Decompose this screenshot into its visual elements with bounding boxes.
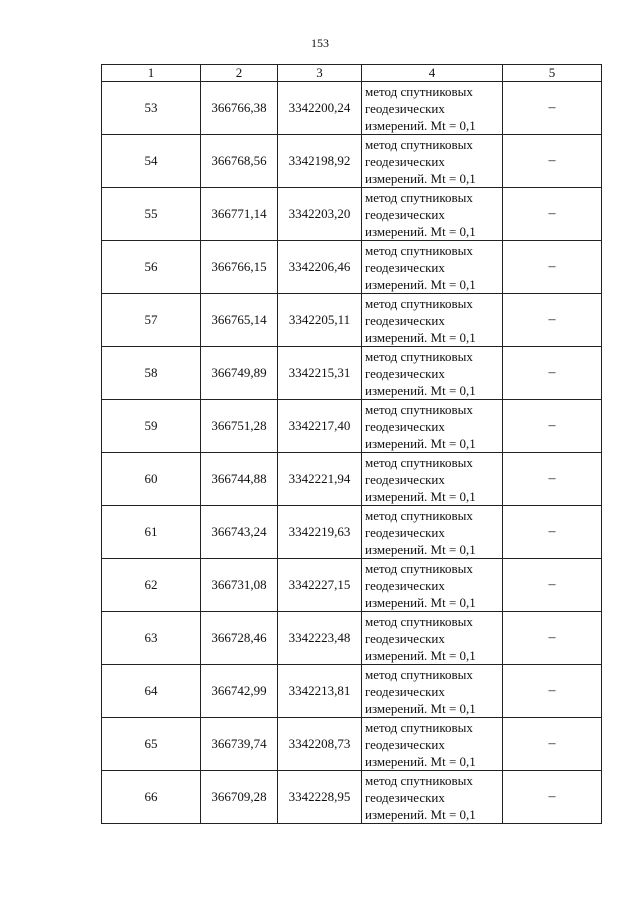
x-coordinate-cell: 366728,46	[201, 612, 278, 665]
method-line: геодезических	[365, 153, 445, 169]
method-cell	[362, 612, 503, 665]
point-number-cell: 63	[102, 612, 201, 665]
method-line: измерений. Mt = 0,1	[365, 700, 476, 716]
point-number-cell: 56	[102, 241, 201, 294]
method-line: измерений. Mt = 0,1	[365, 170, 476, 186]
table-header-row	[102, 65, 602, 82]
x-coordinate-cell: 366739,74	[201, 718, 278, 771]
method-line: метод спутниковых	[365, 719, 473, 735]
table-row	[102, 559, 602, 612]
point-number-cell: 57	[102, 294, 201, 347]
method-cell	[362, 506, 503, 559]
point-number-cell: 61	[102, 506, 201, 559]
method-line: измерений. Mt = 0,1	[365, 382, 476, 398]
point-number-cell: 60	[102, 453, 201, 506]
method-cell	[362, 771, 503, 824]
note-cell: –	[503, 400, 602, 453]
point-number-cell: 62	[102, 559, 201, 612]
note-cell: –	[503, 82, 602, 135]
table-row	[102, 82, 602, 135]
y-coordinate-cell: 3342206,46	[278, 241, 362, 294]
y-coordinate-cell: 3342200,24	[278, 82, 362, 135]
note-cell: –	[503, 294, 602, 347]
x-coordinate-cell: 366731,08	[201, 559, 278, 612]
table-row	[102, 400, 602, 453]
method-cell	[362, 82, 503, 135]
note-cell: –	[503, 612, 602, 665]
y-coordinate-cell: 3342213,81	[278, 665, 362, 718]
table-row	[102, 718, 602, 771]
method-line: геодезических	[365, 524, 445, 540]
point-number-cell: 58	[102, 347, 201, 400]
note-cell: –	[503, 665, 602, 718]
method-line: измерений. Mt = 0,1	[365, 806, 476, 822]
method-cell	[362, 453, 503, 506]
note-cell: –	[503, 188, 602, 241]
method-line: измерений. Mt = 0,1	[365, 435, 476, 451]
method-line: измерений. Mt = 0,1	[365, 276, 476, 292]
note-cell: –	[503, 771, 602, 824]
method-line: измерений. Mt = 0,1	[365, 117, 476, 133]
note-cell: –	[503, 506, 602, 559]
method-line: метод спутниковых	[365, 560, 473, 576]
table-row	[102, 188, 602, 241]
table-row	[102, 612, 602, 665]
method-line: измерений. Mt = 0,1	[365, 223, 476, 239]
x-coordinate-cell: 366771,14	[201, 188, 278, 241]
point-number-cell: 54	[102, 135, 201, 188]
note-cell: –	[503, 718, 602, 771]
y-coordinate-cell: 3342215,31	[278, 347, 362, 400]
coordinates-table	[101, 64, 602, 824]
y-coordinate-cell: 3342223,48	[278, 612, 362, 665]
x-coordinate-cell: 366742,99	[201, 665, 278, 718]
x-coordinate-cell: 366766,38	[201, 82, 278, 135]
point-number-cell: 53	[102, 82, 201, 135]
column-header-2: 2	[201, 65, 278, 82]
x-coordinate-cell: 366744,88	[201, 453, 278, 506]
method-line: геодезических	[365, 736, 445, 752]
method-line: геодезических	[365, 789, 445, 805]
method-line: метод спутниковых	[365, 295, 473, 311]
y-coordinate-cell: 3342198,92	[278, 135, 362, 188]
x-coordinate-cell: 366766,15	[201, 241, 278, 294]
point-number-cell: 65	[102, 718, 201, 771]
column-header-5: 5	[503, 65, 602, 82]
method-line: измерений. Mt = 0,1	[365, 488, 476, 504]
method-line: геодезических	[365, 312, 445, 328]
method-line: геодезических	[365, 206, 445, 222]
x-coordinate-cell: 366743,24	[201, 506, 278, 559]
x-coordinate-cell: 366751,28	[201, 400, 278, 453]
point-number-cell: 64	[102, 665, 201, 718]
method-cell	[362, 188, 503, 241]
x-coordinate-cell: 366709,28	[201, 771, 278, 824]
method-line: метод спутниковых	[365, 401, 473, 417]
table-body	[102, 82, 602, 824]
method-line: геодезических	[365, 683, 445, 699]
method-line: измерений. Mt = 0,1	[365, 647, 476, 663]
y-coordinate-cell: 3342228,95	[278, 771, 362, 824]
method-line: геодезических	[365, 471, 445, 487]
column-header-4: 4	[362, 65, 503, 82]
column-header-1: 1	[102, 65, 201, 82]
method-line: метод спутниковых	[365, 136, 473, 152]
table-row	[102, 294, 602, 347]
note-cell: –	[503, 135, 602, 188]
x-coordinate-cell: 366768,56	[201, 135, 278, 188]
method-cell	[362, 559, 503, 612]
method-cell	[362, 347, 503, 400]
method-line: геодезических	[365, 418, 445, 434]
point-number-cell: 55	[102, 188, 201, 241]
y-coordinate-cell: 3342217,40	[278, 400, 362, 453]
note-cell: –	[503, 453, 602, 506]
method-line: метод спутниковых	[365, 507, 473, 523]
method-line: геодезических	[365, 365, 445, 381]
method-line: измерений. Mt = 0,1	[365, 329, 476, 345]
method-line: метод спутниковых	[365, 348, 473, 364]
method-cell	[362, 294, 503, 347]
column-header-3: 3	[278, 65, 362, 82]
x-coordinate-cell: 366749,89	[201, 347, 278, 400]
y-coordinate-cell: 3342205,11	[278, 294, 362, 347]
note-cell: –	[503, 347, 602, 400]
table-row	[102, 665, 602, 718]
table-row	[102, 135, 602, 188]
method-line: геодезических	[365, 100, 445, 116]
y-coordinate-cell: 3342203,20	[278, 188, 362, 241]
method-line: метод спутниковых	[365, 666, 473, 682]
table-row	[102, 241, 602, 294]
table-row	[102, 347, 602, 400]
y-coordinate-cell: 3342221,94	[278, 453, 362, 506]
method-line: измерений. Mt = 0,1	[365, 541, 476, 557]
method-line: измерений. Mt = 0,1	[365, 594, 476, 610]
table-row	[102, 506, 602, 559]
page-number: 153	[311, 36, 329, 50]
y-coordinate-cell: 3342219,63	[278, 506, 362, 559]
method-line: метод спутниковых	[365, 772, 473, 788]
y-coordinate-cell: 3342227,15	[278, 559, 362, 612]
note-cell: –	[503, 559, 602, 612]
method-cell	[362, 241, 503, 294]
method-line: измерений. Mt = 0,1	[365, 753, 476, 769]
x-coordinate-cell: 366765,14	[201, 294, 278, 347]
note-cell: –	[503, 241, 602, 294]
method-line: геодезических	[365, 630, 445, 646]
method-cell	[362, 135, 503, 188]
point-number-cell: 66	[102, 771, 201, 824]
table-row	[102, 771, 602, 824]
point-number-cell: 59	[102, 400, 201, 453]
method-cell	[362, 665, 503, 718]
method-line: метод спутниковых	[365, 613, 473, 629]
method-line: метод спутниковых	[365, 189, 473, 205]
method-line: геодезических	[365, 259, 445, 275]
method-line: геодезических	[365, 577, 445, 593]
method-line: метод спутниковых	[365, 83, 473, 99]
method-cell	[362, 718, 503, 771]
method-line: метод спутниковых	[365, 454, 473, 470]
method-cell	[362, 400, 503, 453]
method-line: метод спутниковых	[365, 242, 473, 258]
table-row	[102, 453, 602, 506]
y-coordinate-cell: 3342208,73	[278, 718, 362, 771]
